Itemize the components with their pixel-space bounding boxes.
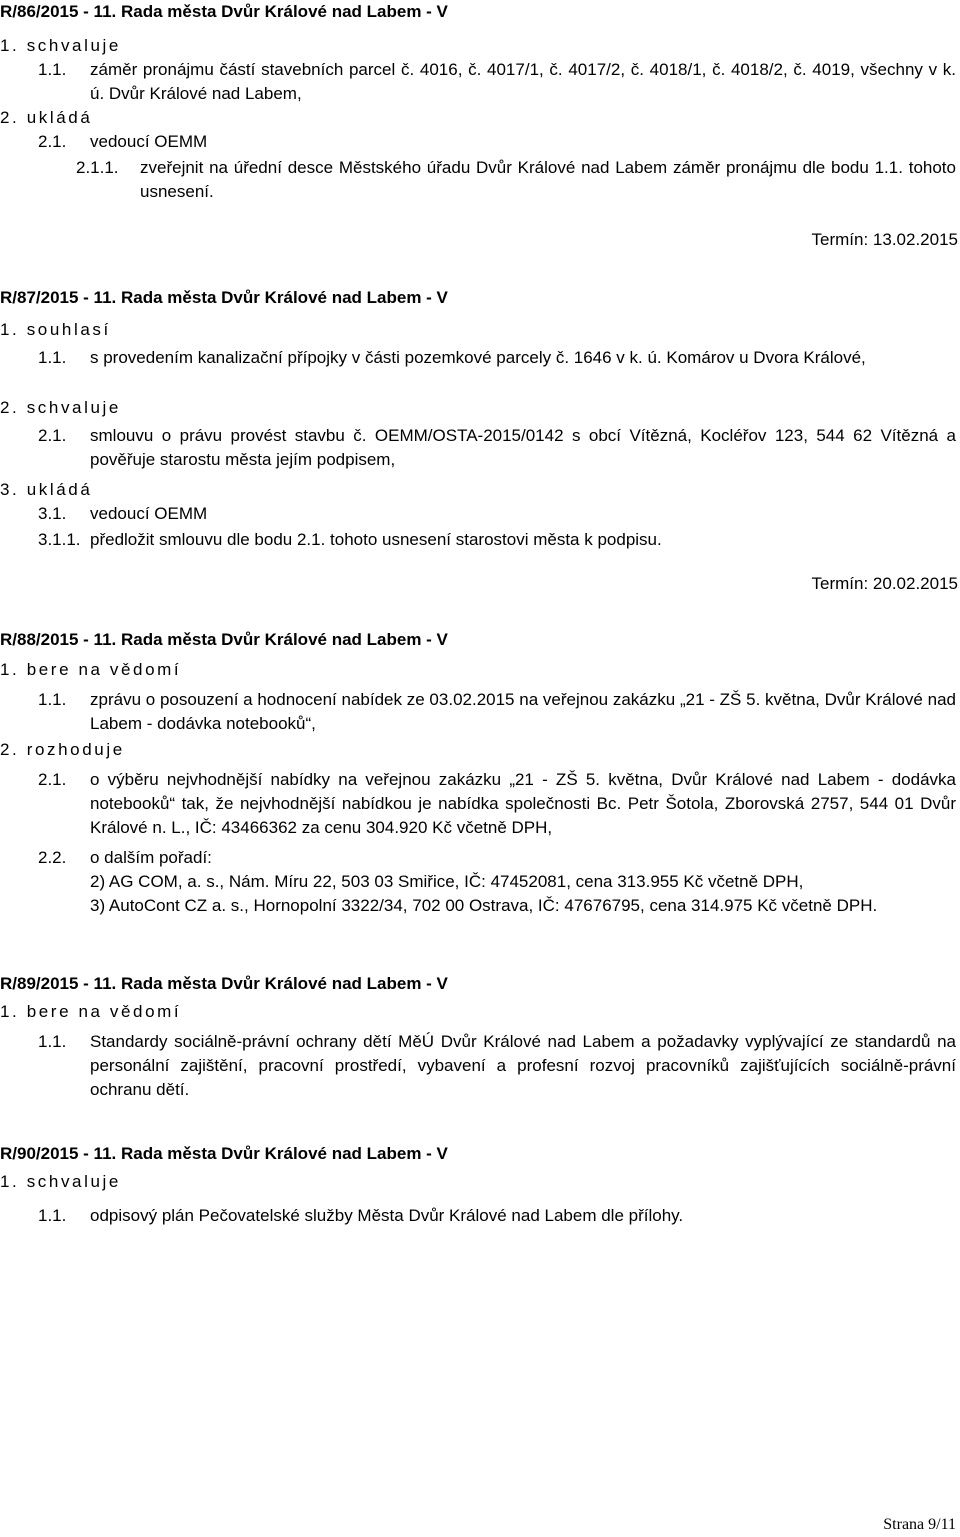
- deadline-text: Termín: 13.02.2015: [811, 230, 958, 249]
- point-number: 3.1.1.: [38, 530, 81, 549]
- resolution-header-r87: R/87/2015 - 11. Rada města Dvůr Králové nad Labem - V: [0, 288, 448, 307]
- point-text: záměr pronájmu částí stavebních parcel č. 4016, č. 4017/1, č. 4017/2, č. 4018/1, č. 4018/2, č. 4019, všechny v k. ú. Dvůr Králové nad Labem,: [90, 60, 956, 103]
- point-text: o dalším pořadí:: [90, 848, 212, 867]
- point-number: 2.1.1.: [76, 158, 119, 177]
- verb-rozhoduje: 2. rozhoduje: [0, 740, 125, 759]
- resolution-header-r86: R/86/2015 - 11. Rada města Dvůr Králové nad Labem - V: [0, 2, 448, 21]
- resolution-header-r90: R/90/2015 - 11. Rada města Dvůr Králové nad Labem - V: [0, 1144, 448, 1163]
- point-number: 2.2.: [38, 848, 67, 867]
- resolution-header-r89: R/89/2015 - 11. Rada města Dvůr Králové nad Labem - V: [0, 974, 448, 993]
- verb-uklada: 2. ukládá: [0, 108, 93, 127]
- point-number: 2.1.: [38, 770, 67, 789]
- verb-schvaluje: 2. schvaluje: [0, 398, 121, 417]
- verb-schvaluje: 1. schvaluje: [0, 1172, 121, 1191]
- point-number: 1.1.: [38, 60, 67, 79]
- point-number: 1.1.: [38, 690, 67, 709]
- point-number: 1.1.: [38, 348, 67, 367]
- point-text: předložit smlouvu dle bodu 2.1. tohoto usnesení starostovi města k podpisu.: [90, 530, 662, 549]
- page-number: Strana 9/11: [883, 1516, 956, 1533]
- point-text: vedoucí OEMM: [90, 132, 208, 151]
- verb-schvaluje: 1. schvaluje: [0, 36, 121, 55]
- deadline-text: Termín: 20.02.2015: [811, 574, 958, 593]
- point-text: zveřejnit na úřední desce Městského úřadu Dvůr Králové nad Labem záměr pronájmu dle bodu 1.1. tohoto usnesení.: [140, 158, 956, 201]
- point-text: smlouvu o právu provést stavbu č. OEMM/OSTA-2015/0142 s obcí Vítězná, Kocléřov 123, 544 62 Vítězná a pověřuje starostu města jejím podpisem,: [90, 426, 956, 469]
- verb-bere-na-vedomi: 1. bere na vědomí: [0, 660, 182, 679]
- point-number: 1.1.: [38, 1206, 67, 1225]
- point-text: odpisový plán Pečovatelské služby Města Dvůr Králové nad Labem dle přílohy.: [90, 1206, 684, 1225]
- point-text: vedoucí OEMM: [90, 504, 208, 523]
- point-text: Standardy sociálně-právní ochrany dětí MěÚ Dvůr Králové nad Labem a požadavky vyplývající ze standardů na personální zajištění, pracovní prostředí, vybavení a profesní rozvoj pracovníků zajišťujících sociálně-právní ochranu dětí.: [90, 1032, 956, 1099]
- point-number: 2.1.: [38, 426, 67, 445]
- point-text: s provedením kanalizační přípojky v části pozemkové parcely č. 1646 v k. ú. Komárov u Dvora Králové,: [90, 348, 866, 367]
- list-item: 2) AG COM, a. s., Nám. Míru 22, 503 03 Smiřice, IČ: 47452081, cena 313.955 Kč včetně DPH,: [90, 872, 804, 891]
- verb-souhlasi: 1. souhlasí: [0, 320, 111, 339]
- verb-bere-na-vedomi: 1. bere na vědomí: [0, 1002, 182, 1021]
- point-number: 1.1.: [38, 1032, 67, 1051]
- point-text: o výběru nejvhodnější nabídky na veřejnou zakázku „21 - ZŠ 5. května, Dvůr Králové nad Labem - dodávka notebooků“ tak, že nejvhodnější nabídkou je nabídka společnosti Bc. Petr Šotola, Zborovská 2757, 544 01 Dvůr Králové n. L., IČ: 43466362 za cenu 304.920 Kč včetně DPH,: [90, 770, 956, 837]
- point-text: zprávu o posouzení a hodnocení nabídek ze 03.02.2015 na veřejnou zakázku „21 - ZŠ 5. května, Dvůr Králové nad Labem - dodávka notebooků“,: [90, 690, 956, 733]
- point-number: 3.1.: [38, 504, 67, 523]
- list-item: 3) AutoCont CZ a. s., Hornopolní 3322/34, 702 00 Ostrava, IČ: 47676795, cena 314.975 Kč včetně DPH.: [90, 896, 878, 915]
- verb-uklada: 3. ukládá: [0, 480, 93, 499]
- resolution-header-r88: R/88/2015 - 11. Rada města Dvůr Králové nad Labem - V: [0, 630, 448, 649]
- point-number: 2.1.: [38, 132, 67, 151]
